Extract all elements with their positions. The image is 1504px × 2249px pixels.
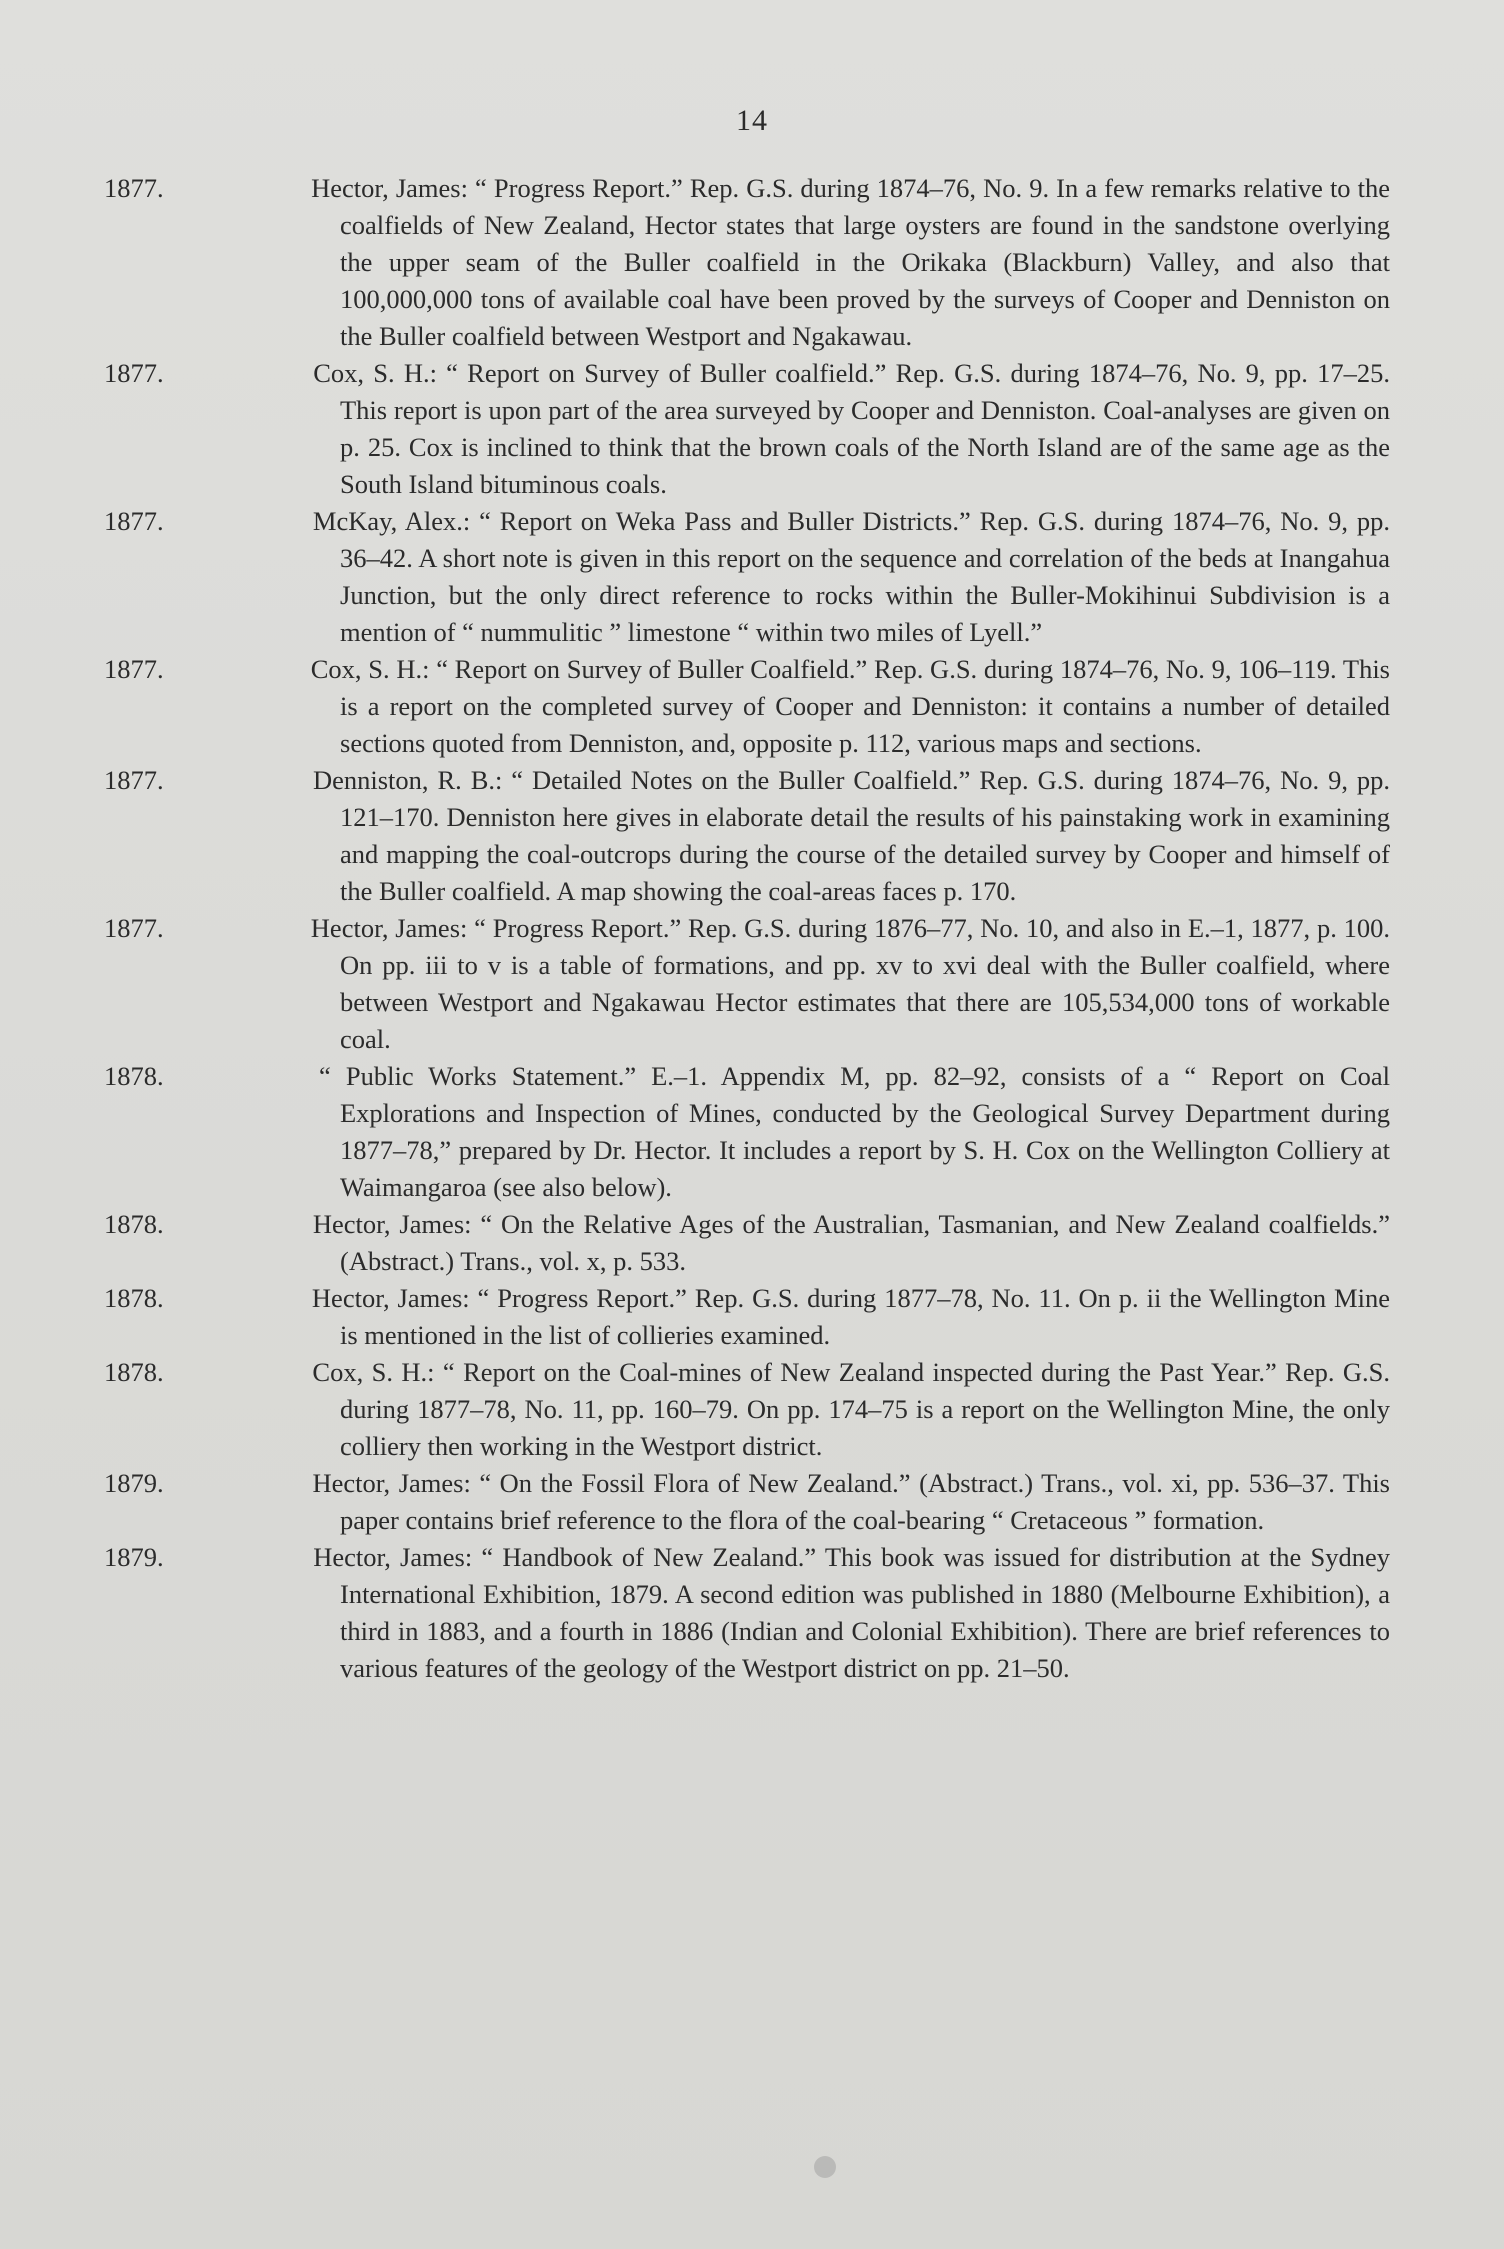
entry-year: 1877. xyxy=(104,913,164,943)
bibliography-entry xyxy=(104,355,1391,503)
entry-text: Hector, James: “ Handbook of New Zealand.” This book was issued for distribution at the Sydney International Exhibition, 1879. A second edition was published in 1880 (Melbourne Exhibition), a third in 1883, and a fourth in 1886 (Indian and Colonial Exhibition). There are brief references to various features of the geology of the Westport district on pp. 21–50. xyxy=(313,1542,1391,1683)
entry-year: 1879. xyxy=(104,1468,164,1498)
entry-year: 1878. xyxy=(104,1283,164,1313)
bibliography-entry xyxy=(104,1280,1390,1354)
entry-year: 1877. xyxy=(104,765,164,795)
entry-text: Denniston, R. B.: “ Detailed Notes on the Buller Coalfield.” Rep. G.S. during 1874–76, No. 9, pp. 121–170. Denniston here gives in elaborate detail the results of his painstaking work in examining and mapping the coal-outcrops during the course of the detailed survey by Cooper and himself of the Buller coalfield. A map showing the coal-areas faces p. 170. xyxy=(312,765,1391,906)
entry-text: “ Public Works Statement.” E.–1. Appendix M, pp. 82–92, consists of a “ Report on Coal Explorations and Inspection of Mines, conducted by the Geological Survey Department during 1877–78,” prepared by Dr. Hector. It includes a report by S. H. Cox on the Wellington Colliery at Waimangaroa (see also below). xyxy=(319,1061,1390,1202)
entry-year: 1878. xyxy=(104,1209,164,1239)
bibliography-entry xyxy=(104,910,1390,1058)
entry-text: Hector, James: “ Progress Report.” Rep. G.S. during 1877–78, No. 11. On p. ii the Wellington Mine is mentioned in the list of collieries examined. xyxy=(311,1283,1390,1350)
bibliography-entry xyxy=(104,1539,1391,1687)
bibliography-entry xyxy=(104,1465,1390,1539)
entry-year: 1878. xyxy=(104,1357,164,1387)
entry-text: Hector, James: “ Progress Report.” Rep. G.S. during 1874–76, No. 9. In a few remarks relative to the coalfields of New Zealand, Hector states that large oysters are found in the sandstone overlying the upper seam of the Buller coalfield in the Orikaka (Blackburn) Valley, and also that 100,000,000 tons of available coal have been proved by the surveys of Cooper and Denniston on the Buller coalfield between Westport and Ngakawau. xyxy=(311,173,1391,351)
bibliography-entry xyxy=(104,1058,1390,1206)
bibliography-entry xyxy=(104,1354,1390,1465)
entry-text: Cox, S. H.: “ Report on Survey of Buller Coalfield.” Rep. G.S. during 1874–76, No. 9, 106–119. This is a report on the completed survey of Cooper and Denniston: it contains a number of detailed sections quoted from Denniston, and, opposite p. 112, various maps and sections. xyxy=(310,654,1390,758)
bibliography-entry xyxy=(104,503,1391,651)
entry-year: 1879. xyxy=(104,1542,164,1572)
entry-text: McKay, Alex.: “ Report on Weka Pass and Buller Districts.” Rep. G.S. during 1874–76, No. 9, pp. 36–42. A short note is given in this report on the sequence and correlation of the beds at Inangahua Junction, but the only direct reference to rocks within the Buller-Mokihinui Subdivision is a mention of “ nummulitic ” limestone “ within two miles of Lyell.” xyxy=(312,506,1391,647)
bibliography-entry xyxy=(104,1206,1391,1280)
entry-year: 1878. xyxy=(104,1061,164,1091)
entry-text: Hector, James: “ On the Relative Ages of the Australian, Tasmanian, and New Zealand coalfields.” (Abstract.) Trans., vol. x, p. 533. xyxy=(312,1209,1391,1276)
bibliography-entry xyxy=(104,651,1390,762)
bibliography-list xyxy=(104,170,1391,1687)
bibliography-entry xyxy=(104,170,1391,355)
entry-text: Hector, James: “ Progress Report.” Rep. G.S. during 1876–77, No. 10, and also in E.–1, 1877, p. 100. On pp. iii to v is a table of formations, and pp. xv to xvi deal with the Buller coalfield, where between Westport and Ngakawau Hector estimates that there are 105,534,000 tons of workable coal. xyxy=(310,913,1390,1054)
entry-year: 1877. xyxy=(104,654,164,684)
page-number: 14 xyxy=(736,104,768,137)
entry-text: Hector, James: “ On the Fossil Flora of New Zealand.” (Abstract.) Trans., vol. xi, pp. 536–37. This paper contains brief reference to the flora of the coal-bearing “ Cretaceous ” formation. xyxy=(312,1468,1390,1535)
bibliography-entry xyxy=(104,762,1391,910)
entry-year: 1877. xyxy=(104,506,164,536)
entry-text: Cox, S. H.: “ Report on the Coal-mines of New Zealand inspected during the Past Year.” Rep. G.S. during 1877–78, No. 11, pp. 160–79. On pp. 174–75 is a report on the Wellington Mine, the only colliery then working in the Westport district. xyxy=(312,1357,1390,1461)
entry-text: Cox, S. H.: “ Report on Survey of Buller coalfield.” Rep. G.S. during 1874–76, No. 9, pp. 17–25. This report is upon part of the area surveyed by Cooper and Denniston. Coal-analyses are given on p. 25. Cox is inclined to think that the brown coals of the North Island are of the same age as the South Island bituminous coals. xyxy=(313,358,1391,499)
entry-year: 1877. xyxy=(104,358,164,388)
entry-year: 1877. xyxy=(104,173,164,203)
paper-smudge xyxy=(814,2156,836,2178)
